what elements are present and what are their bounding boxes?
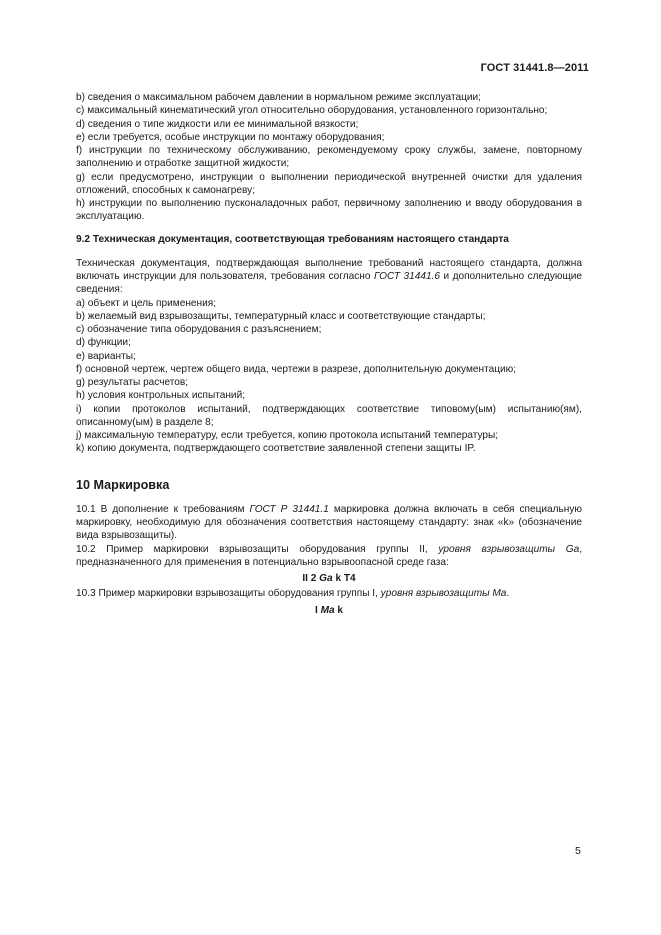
list-item: b) сведения о максимальном рабочем давлении в нормальном режиме эксплуатации;: [76, 92, 481, 103]
standard-reference: ГОСТ 31441.6: [373, 271, 441, 282]
intro-text: и дополнительно следующие сведения:: [76, 271, 583, 296]
list-item: b) желаемый вид взрывозащиты, температурный класс и соответствующие стандарты;: [76, 310, 486, 322]
list-item: j) максимальную температуру, если требуется, копию протокола испытаний температуры;: [76, 430, 499, 441]
paragraph-text: .: [506, 588, 510, 600]
section-9-2-title: 9.2 Техническая документация, соответствующая требованиям настоящего стандарта: [76, 233, 509, 245]
list-item: g) результаты расчетов;: [76, 377, 189, 388]
marking-level: Ma: [320, 604, 335, 616]
marking-text: II 2: [302, 573, 320, 584]
paragraph-text: маркировка должна включать в себя специальную маркировку, необходимую для обозначения соответствия настоящему стандарту: знак «k» (обозначение вида взрывозащиты).: [76, 503, 582, 542]
section-10-title: 10 Маркировка: [76, 477, 170, 492]
paragraph-text: , предназначенного для применения в потенциально взрывоопасной среде газа:: [76, 543, 582, 568]
page-content: [76, 91, 582, 619]
standard-reference: ГОСТ Р 31441.1: [249, 503, 329, 515]
paragraph-10-2: [76, 543, 582, 570]
list-item: f) инструкции по техническому обслуживанию, рекомендуемому сроку службы, замене, повторному заполнению и отработке защитной жидкости;: [76, 145, 582, 170]
marking-text: k: [334, 604, 344, 616]
instruction-list: [76, 91, 582, 224]
paragraph-10-3: [76, 587, 582, 600]
list-item: h) инструкции по выполнению пусконаладочных работ, первичному заполнению и вводу оборудования в эксплуатацию.: [76, 198, 582, 223]
list-item: d) функции;: [76, 337, 131, 349]
paragraph-10-1: [76, 503, 582, 543]
list-item: е) если требуется, особые инструкции по монтажу оборудования;: [76, 131, 385, 143]
paragraph-text: 10.3 Пример маркировки взрывозащиты оборудования группы I,: [76, 588, 381, 600]
paragraph-text: 10.1 В дополнение к требованиям: [76, 503, 250, 515]
document-code-header: ГОСТ 31441.8—2011: [480, 62, 589, 74]
marking-text: k T4: [332, 573, 356, 584]
page-number: 5: [575, 845, 581, 857]
marking-example-1: [76, 572, 582, 585]
list-item: d) сведения о типе жидкости или ее минимальной вязкости;: [76, 118, 359, 130]
intro-text: Техническая документация, подтверждающая выполнение требований настоящего стандарта, должна включать инструкции для пользователя, требования согласно: [76, 257, 582, 282]
protection-level: уровня взрывозащиты Ma: [380, 588, 507, 600]
list-item: с) максимальный кинематический угол относительно оборудования, установленного горизонтально;: [76, 105, 548, 117]
marking-example-2: [76, 604, 582, 617]
list-item: с) обозначение типа оборудования с разъяснением;: [76, 324, 322, 335]
protection-level: уровня взрывозащиты Ga: [438, 543, 580, 555]
list-item: k) копию документа, подтверждающего соответствие заявленной степени защиты IP.: [76, 443, 476, 455]
section-9-2-intro: [76, 257, 582, 297]
paragraph-text: 10.2 Пример маркировки взрывозащиты оборудования группы II,: [76, 543, 439, 555]
list-item: е) варианты;: [76, 350, 136, 362]
list-item: g) если предусмотрено, инструкции о выполнении периодической внутренней очистки для удаления отложений, способных к самонагреву;: [76, 171, 582, 196]
list-item: h) условия контрольных испытаний;: [76, 390, 246, 402]
marking-level: Ga: [319, 573, 333, 584]
list-item: f) основной чертеж, чертеж общего вида, чертежи в разрезе, дополнительную документацию;: [76, 363, 516, 375]
list-item: i) копии протоколов испытаний, подтверждающих соответствие типовому(ым) испытанию(ям), описанному(ым) в разделе 8;: [76, 403, 582, 428]
marking-text: I: [314, 604, 321, 616]
documentation-list: [76, 297, 582, 456]
list-item: а) объект и цель применения;: [76, 297, 217, 309]
